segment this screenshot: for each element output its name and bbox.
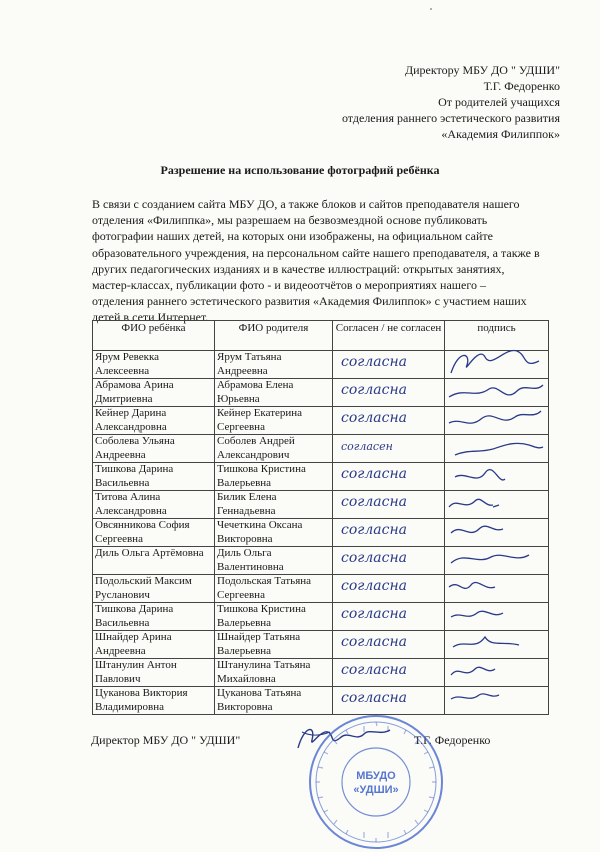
parent-name-cell: Подольская Татьяна Сергеевна [215,575,333,603]
consent-handwriting: согласна [341,522,408,538]
child-name-cell: Соболева Ульяна Андреевна [93,435,215,463]
column-header-parent: ФИО родителя [215,321,333,351]
child-name-cell: Шнайдер Арина Андреевна [93,631,215,659]
parent-signature [445,463,545,491]
parent-signature [445,659,545,687]
paragraph-line: других педагогических изданиях и в качестве иллюстраций: открытых занятиях, [92,261,505,276]
footer-director-name: Т.Г. Федоренко [414,733,491,747]
parent-signature [445,547,545,575]
table-header-row [93,321,549,351]
addressee-block [260,62,560,142]
parent-signature [445,603,545,631]
scan-speck [430,8,432,10]
child-name-cell: Тишкова Дарина Васильевна [93,463,215,491]
consent-handwriting: согласна [341,578,408,594]
child-name-cell: Диль Ольга Артёмовна [93,547,215,575]
signature-cell [445,491,549,519]
table-row [93,603,549,631]
signature-cell [445,435,549,463]
signature-cell [445,547,549,575]
table-row [93,519,549,547]
child-name-cell: Кейнер Дарина Александровна [93,407,215,435]
table-row [93,659,549,687]
addressee-line-2: Т.Г. Федоренко [483,79,560,93]
consent-handwriting: согласна [341,466,408,482]
paragraph-line: детей в сети Интернет. [92,310,209,325]
table-row [93,407,549,435]
consent-handwriting: согласна [341,634,408,650]
child-name-cell: Титова Алина Александровна [93,491,215,519]
paragraph-line: фотографии наших детей, на которых они изображены, на официальном сайте [92,229,493,244]
table-row [93,491,549,519]
parent-signature [445,435,545,463]
parent-name-cell: Абрамова Елена Юрьевна [215,379,333,407]
footer-director-label: Директор МБУ ДО " УДШИ" [91,733,241,747]
signature-cell [445,519,549,547]
signature-cell [445,575,549,603]
parent-name-cell: Чечеткина Оксана Викторовна [215,519,333,547]
consent-cell [333,603,445,631]
paragraph-line: В связи с созданием сайта МБУ ДО, а также блоков и сайтов преподавателя нашего [92,197,520,211]
child-name-cell: Тишкова Дарина Васильевна [93,603,215,631]
seal-center-bottom: «УДШИ» [353,784,399,796]
child-name-cell: Абрамова Арина Дмитриевна [93,379,215,407]
addressee-line-3: От родителей учащихся [438,95,560,109]
paragraph-line: мастер-классах, публикации фото - и видеоотчётов о мероприятиях нашего – [92,278,486,293]
consent-handwriting: согласна [341,606,408,622]
table-row [93,631,549,659]
parent-name-cell: Штанулина Татьяна Михайловна [215,659,333,687]
seal-center-top: МБУДО [356,770,396,782]
table-row [93,351,549,379]
consent-cell [333,491,445,519]
table-row [93,687,549,715]
parent-name-cell: Диль Ольга Валентиновна [215,547,333,575]
signature-cell [445,659,549,687]
parent-signature [445,687,545,715]
child-name-cell: Овсянникова София Сергеевна [93,519,215,547]
signature-cell [445,463,549,491]
consent-cell [333,379,445,407]
school-seal [306,712,446,852]
column-header-consent: Согласен / не согласен [333,321,445,351]
paragraph-line: отделения «Филиппка», мы разрешаем на безвозмездной основе публиковать [92,213,488,228]
document-title: Разрешение на использование фотографий ребёнка [160,163,440,177]
parent-signature [445,351,545,379]
consent-handwriting: согласна [341,550,408,566]
table-row [93,435,549,463]
child-name-cell: Цуканова Виктория Владимировна [93,687,215,715]
consent-handwriting: согласна [341,690,408,706]
column-header-signature: подпись [445,321,549,351]
parent-signature [445,491,545,519]
consent-handwriting: согласна [341,494,408,510]
consent-table [92,320,549,715]
consent-handwriting: согласна [341,354,408,370]
signature-cell [445,631,549,659]
consent-paragraph [92,196,566,326]
consent-cell [333,407,445,435]
table-row [93,575,549,603]
paragraph-line: отделения раннего эстетического развития «Академия Филиппок» с участием наших [92,294,527,309]
child-name-cell: Подольский Максим Русланович [93,575,215,603]
parent-name-cell: Соболев Андрей Александрович [215,435,333,463]
signature-cell [445,351,549,379]
parent-signature [445,379,545,407]
consent-handwriting: согласна [341,662,408,678]
child-name-cell: Ярум Ревекка Алексеевна [93,351,215,379]
consent-handwriting: согласна [341,410,408,426]
consent-cell [333,519,445,547]
column-header-child: ФИО ребёнка [93,321,215,351]
parent-signature [445,575,545,603]
parent-name-cell: Шнайдер Татьяна Валерьевна [215,631,333,659]
parent-name-cell: Тишкова Кристина Валерьевна [215,463,333,491]
table-row [93,379,549,407]
consent-handwriting: согласна [341,382,408,398]
consent-cell [333,659,445,687]
parent-name-cell: Цуканова Татьяна Викторовна [215,687,333,715]
signature-cell [445,379,549,407]
parent-name-cell: Кейнер Екатерина Сергеевна [215,407,333,435]
addressee-line-1: Директору МБУ ДО " УДШИ" [404,63,560,77]
table-row [93,547,549,575]
parent-signature [445,407,545,435]
signature-cell [445,687,549,715]
addressee-line-4: отделения раннего эстетического развития [341,111,560,125]
parent-signature [445,519,545,547]
consent-cell [333,631,445,659]
consent-cell [333,435,445,463]
consent-cell [333,575,445,603]
paragraph-line: образовательного учреждения, на персональном сайте нашего преподавателя, а также в [92,245,540,260]
consent-cell [333,463,445,491]
consent-cell [333,547,445,575]
parent-name-cell: Тишкова Кристина Валерьевна [215,603,333,631]
signature-cell [445,407,549,435]
signature-cell [445,603,549,631]
consent-cell [333,687,445,715]
parent-signature [445,631,545,659]
parent-name-cell: Ярум Татьяна Андреевна [215,351,333,379]
child-name-cell: Штанулин Антон Павлович [93,659,215,687]
consent-handwriting: согласен [341,440,393,453]
table-row [93,463,549,491]
parent-name-cell: Билик Елена Геннадьевна [215,491,333,519]
addressee-line-5: «Академия Филиппок» [441,127,560,141]
consent-cell [333,351,445,379]
